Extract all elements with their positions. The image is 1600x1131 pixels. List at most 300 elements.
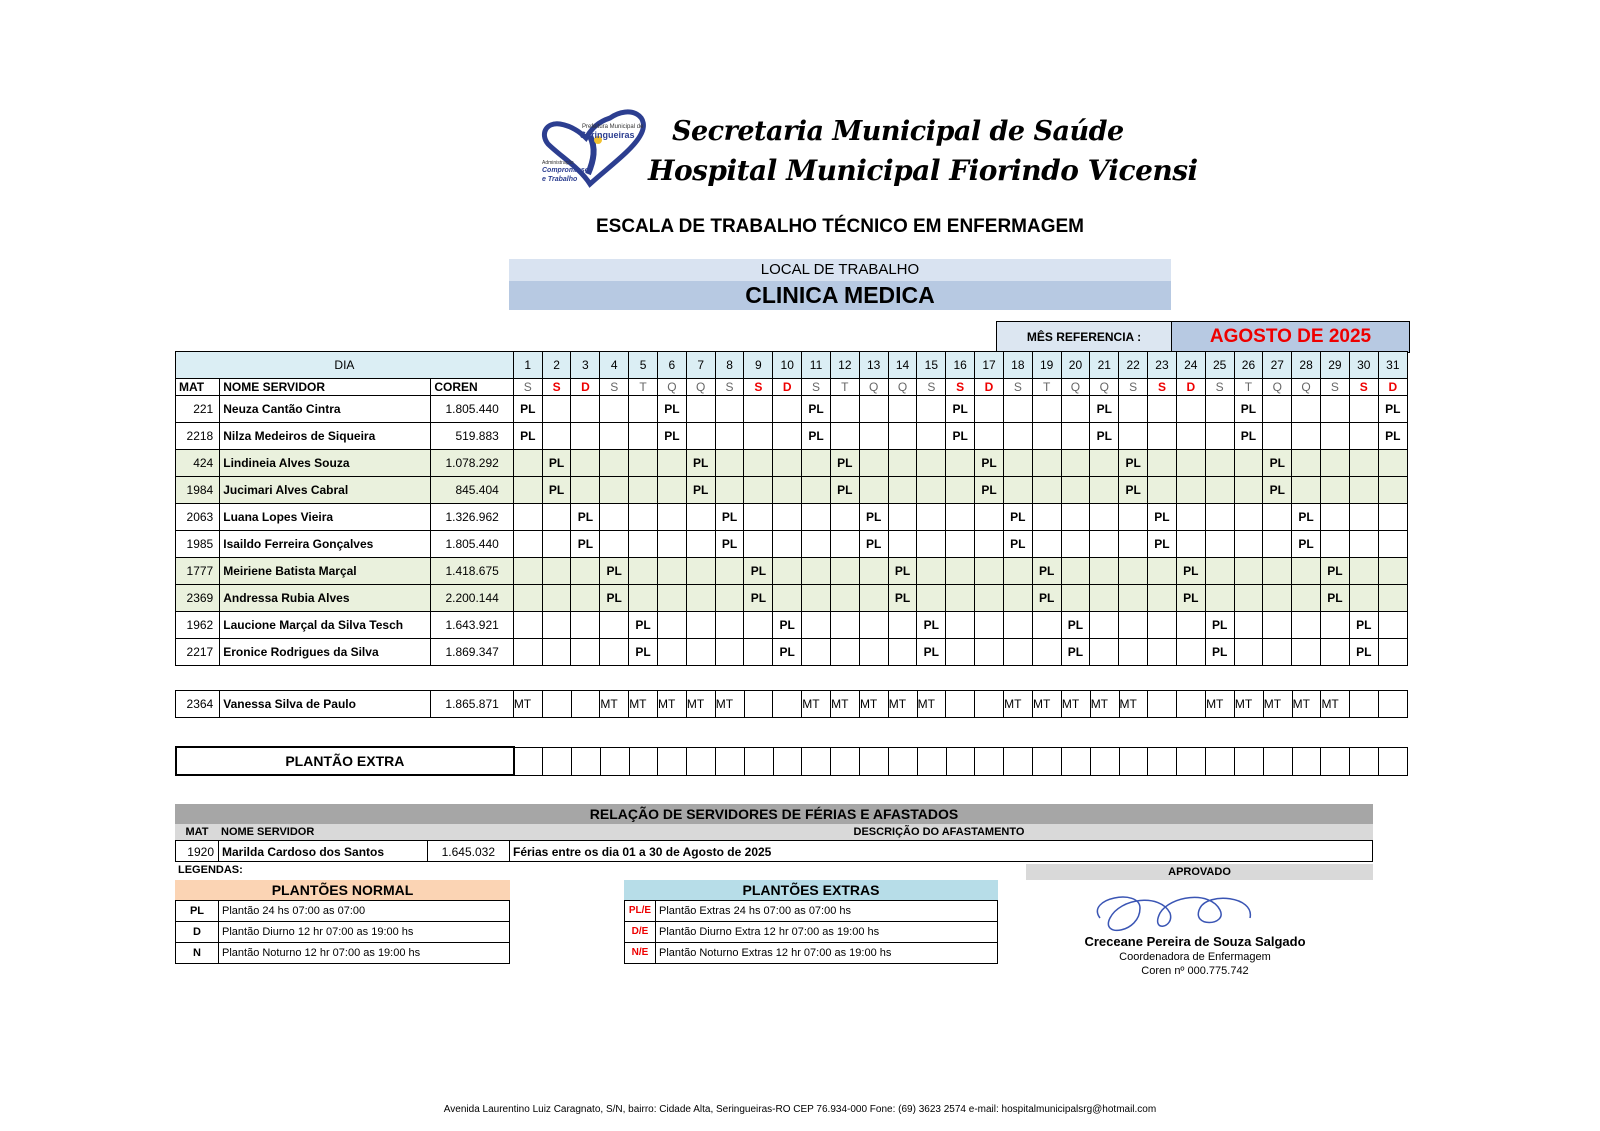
mes-referencia-value: AGOSTO DE 2025 xyxy=(1172,322,1409,352)
shift-cell xyxy=(1119,531,1148,558)
shift-cell: PL xyxy=(859,504,888,531)
shift-cell xyxy=(1090,558,1119,585)
shift-cell: PL xyxy=(1032,585,1061,612)
shift-cell: PL xyxy=(542,477,571,504)
employee-name: Jucimari Alves Cabral xyxy=(220,477,431,504)
shift-cell xyxy=(686,396,715,423)
shift-cell: PL xyxy=(542,450,571,477)
shift-cell xyxy=(1263,639,1292,666)
shift-cell: PL xyxy=(1003,504,1032,531)
shift-cell xyxy=(859,558,888,585)
shift-cell xyxy=(1119,423,1148,450)
employee-mat: 2217 xyxy=(176,639,220,666)
employee-mat: 1984 xyxy=(176,477,220,504)
shift-cell xyxy=(1032,639,1061,666)
shift-cell xyxy=(657,477,686,504)
shift-cell xyxy=(1349,450,1378,477)
shift-cell: PL xyxy=(802,396,831,423)
shift-cell xyxy=(1176,612,1205,639)
shift-cell: PL xyxy=(1148,531,1177,558)
shift-cell xyxy=(917,558,946,585)
shift-cell xyxy=(1378,585,1407,612)
shift-cell: PL xyxy=(744,558,773,585)
extra-shift-cell xyxy=(571,747,600,775)
shift-cell xyxy=(917,504,946,531)
shift-cell xyxy=(744,691,773,718)
shift-cell xyxy=(1176,450,1205,477)
extra-shift-cell xyxy=(514,747,543,775)
weekday-letter: Q xyxy=(859,379,888,396)
mt-schedule-table xyxy=(175,690,1408,718)
shift-cell xyxy=(542,531,571,558)
shift-cell xyxy=(744,423,773,450)
shift-cell xyxy=(1148,396,1177,423)
shift-cell xyxy=(629,396,658,423)
shift-cell xyxy=(1349,531,1378,558)
shift-cell xyxy=(686,639,715,666)
shift-cell xyxy=(1148,423,1177,450)
weekday-letter: S xyxy=(542,379,571,396)
shift-cell xyxy=(1205,450,1234,477)
weekday-letter: S xyxy=(744,379,773,396)
logo-text-compromisso: Compromisso xyxy=(542,167,590,174)
extra-shift-cell xyxy=(802,747,831,775)
shift-cell xyxy=(744,639,773,666)
shift-cell xyxy=(542,504,571,531)
shift-cell xyxy=(1205,504,1234,531)
shift-cell xyxy=(1148,477,1177,504)
extra-shift-cell xyxy=(1350,747,1379,775)
shift-cell: PL xyxy=(917,639,946,666)
shift-cell xyxy=(686,558,715,585)
shift-cell xyxy=(715,423,744,450)
shift-cell xyxy=(1032,612,1061,639)
shift-cell xyxy=(1350,691,1379,718)
day-number: 16 xyxy=(946,352,975,379)
shift-cell xyxy=(657,639,686,666)
shift-cell: PL xyxy=(1090,396,1119,423)
shift-cell: PL xyxy=(773,612,802,639)
shift-cell xyxy=(1263,504,1292,531)
shift-cell xyxy=(1003,450,1032,477)
employee-coren: 1.869.347 xyxy=(431,639,513,666)
extra-shift-cell xyxy=(975,747,1004,775)
legend-plantoes-normal xyxy=(175,880,510,964)
shift-cell xyxy=(1148,450,1177,477)
shift-cell xyxy=(571,558,600,585)
shift-cell xyxy=(571,477,600,504)
shift-cell xyxy=(1148,558,1177,585)
mes-referencia-label: MÊS REFERENCIA : xyxy=(997,322,1172,352)
shift-cell xyxy=(686,423,715,450)
shift-cell xyxy=(773,450,802,477)
extra-shift-cell xyxy=(1292,747,1321,775)
extra-shift-cell xyxy=(1004,747,1033,775)
shift-cell: MT xyxy=(658,691,687,718)
shift-cell xyxy=(600,450,629,477)
weekday-letter: S xyxy=(917,379,946,396)
shift-cell: PL xyxy=(1119,477,1148,504)
shift-cell xyxy=(1321,423,1350,450)
weekday-letter: T xyxy=(1234,379,1263,396)
legend-code: N xyxy=(176,943,219,963)
shift-cell xyxy=(571,585,600,612)
shift-cell xyxy=(1032,396,1061,423)
shift-cell xyxy=(888,531,917,558)
weekday-letter: S xyxy=(513,379,542,396)
legend-code: PL/E xyxy=(625,901,656,921)
shift-cell xyxy=(1205,531,1234,558)
shift-cell xyxy=(1119,639,1148,666)
shift-cell xyxy=(1205,585,1234,612)
extra-shift-cell xyxy=(1263,747,1292,775)
shift-cell xyxy=(802,558,831,585)
day-number: 30 xyxy=(1349,352,1378,379)
shift-cell xyxy=(1263,396,1292,423)
shift-cell xyxy=(1061,531,1090,558)
shift-cell xyxy=(830,504,859,531)
shift-cell xyxy=(1263,423,1292,450)
shift-cell xyxy=(657,531,686,558)
employee-coren: 1.865.871 xyxy=(431,691,513,718)
shift-cell xyxy=(1003,558,1032,585)
shift-cell xyxy=(1061,450,1090,477)
shift-cell: MT xyxy=(917,691,946,718)
shift-cell xyxy=(1003,423,1032,450)
shift-cell: PL xyxy=(1003,531,1032,558)
extra-shift-cell xyxy=(744,747,773,775)
shift-cell xyxy=(917,423,946,450)
shift-cell xyxy=(830,585,859,612)
shift-cell xyxy=(773,691,802,718)
shift-cell xyxy=(946,585,975,612)
plantao-extra-label: PLANTÃO EXTRA xyxy=(176,747,514,775)
shift-cell xyxy=(1061,504,1090,531)
extra-shift-cell xyxy=(1061,747,1090,775)
shift-cell xyxy=(629,477,658,504)
weekday-letter: S xyxy=(715,379,744,396)
shift-cell xyxy=(629,558,658,585)
shift-cell xyxy=(1321,612,1350,639)
shift-cell xyxy=(1176,477,1205,504)
shift-cell xyxy=(715,639,744,666)
shift-cell xyxy=(830,612,859,639)
day-number: 13 xyxy=(859,352,888,379)
shift-cell: PL xyxy=(1349,639,1378,666)
shift-cell: PL xyxy=(1234,396,1263,423)
shift-cell xyxy=(1234,450,1263,477)
employee-name: Neuza Cantão Cintra xyxy=(220,396,431,423)
shift-cell: PL xyxy=(629,639,658,666)
shift-cell: PL xyxy=(686,477,715,504)
shift-cell xyxy=(946,691,975,718)
shift-cell xyxy=(571,396,600,423)
ferias-mat: 1920 xyxy=(175,840,218,862)
employee-coren: 1.643.921 xyxy=(431,612,513,639)
shift-cell xyxy=(802,450,831,477)
shift-cell: PL xyxy=(571,504,600,531)
day-number: 6 xyxy=(657,352,686,379)
weekday-letter: S xyxy=(802,379,831,396)
employee-row xyxy=(176,396,1408,423)
extra-shift-cell xyxy=(860,747,889,775)
weekday-letter: S xyxy=(1003,379,1032,396)
employee-coren: 845.404 xyxy=(431,477,513,504)
extra-shift-cell xyxy=(917,747,946,775)
shift-cell xyxy=(773,558,802,585)
shift-cell xyxy=(1176,531,1205,558)
employee-mat: 221 xyxy=(176,396,220,423)
employee-mat: 2218 xyxy=(176,423,220,450)
shift-cell xyxy=(1205,423,1234,450)
shift-cell xyxy=(802,504,831,531)
day-number: 1 xyxy=(513,352,542,379)
employee-row xyxy=(176,450,1408,477)
employee-coren: 1.078.292 xyxy=(431,450,513,477)
shift-cell xyxy=(1148,585,1177,612)
shift-cell xyxy=(600,612,629,639)
day-number: 7 xyxy=(686,352,715,379)
shift-cell xyxy=(773,477,802,504)
employee-row xyxy=(176,639,1408,666)
dia-label: DIA xyxy=(176,352,514,379)
shift-cell xyxy=(859,612,888,639)
weekday-letter: Q xyxy=(888,379,917,396)
shift-cell xyxy=(802,612,831,639)
shift-cell xyxy=(1321,477,1350,504)
shift-cell xyxy=(975,639,1004,666)
shift-cell xyxy=(773,396,802,423)
shift-cell xyxy=(1378,612,1407,639)
shift-cell xyxy=(1176,396,1205,423)
shift-cell xyxy=(802,477,831,504)
shift-cell: PL xyxy=(600,585,629,612)
shift-cell xyxy=(830,423,859,450)
day-number-row xyxy=(176,352,1408,379)
shift-cell xyxy=(1234,531,1263,558)
extra-shift-cell xyxy=(543,747,572,775)
extra-shift-cell xyxy=(1234,747,1263,775)
legend-desc: Plantão Extras 24 hs 07:00 as 07:00 hs xyxy=(659,905,852,917)
extra-shift-cell xyxy=(1090,747,1119,775)
day-number: 24 xyxy=(1176,352,1205,379)
shift-cell: PL xyxy=(802,423,831,450)
shift-cell xyxy=(1234,558,1263,585)
legend-code: D xyxy=(176,922,219,942)
shift-cell xyxy=(542,558,571,585)
shift-cell xyxy=(1119,558,1148,585)
shift-cell xyxy=(600,396,629,423)
shift-cell: MT xyxy=(802,691,831,718)
shift-cell xyxy=(715,450,744,477)
shift-cell xyxy=(888,396,917,423)
shift-cell xyxy=(1234,612,1263,639)
extra-shift-cell xyxy=(687,747,716,775)
shift-cell xyxy=(1119,612,1148,639)
employee-row xyxy=(176,558,1408,585)
shift-cell: PL xyxy=(1061,639,1090,666)
shift-cell xyxy=(859,396,888,423)
shift-cell xyxy=(1176,423,1205,450)
day-number: 4 xyxy=(600,352,629,379)
shift-cell: PL xyxy=(859,531,888,558)
shift-cell xyxy=(1003,585,1032,612)
shift-cell: PL xyxy=(571,531,600,558)
shift-cell: PL xyxy=(657,423,686,450)
shift-cell: MT xyxy=(1061,691,1090,718)
shift-cell: MT xyxy=(1033,691,1062,718)
employee-row xyxy=(176,531,1408,558)
shift-cell xyxy=(513,558,542,585)
shift-cell xyxy=(1061,558,1090,585)
shift-cell xyxy=(1032,450,1061,477)
shift-cell xyxy=(513,477,542,504)
legend-desc: Plantão Noturno 12 hr 07:00 as 19:00 hs xyxy=(222,947,421,959)
shift-cell xyxy=(1378,477,1407,504)
extra-shift-cell xyxy=(1379,747,1408,775)
weekday-letter: Q xyxy=(1263,379,1292,396)
weekday-letter: T xyxy=(830,379,859,396)
employee-coren: 1.805.440 xyxy=(431,531,513,558)
employee-mat: 1985 xyxy=(176,531,220,558)
shift-cell xyxy=(802,531,831,558)
day-number: 8 xyxy=(715,352,744,379)
shift-cell xyxy=(1177,691,1206,718)
extra-shift-cell xyxy=(629,747,658,775)
shift-cell xyxy=(657,504,686,531)
col-mat-header: MAT xyxy=(176,379,220,396)
shift-cell: PL xyxy=(946,423,975,450)
shift-cell xyxy=(715,396,744,423)
shift-cell xyxy=(1263,585,1292,612)
employee-name: Andressa Rubia Alves xyxy=(220,585,431,612)
weekday-letter: T xyxy=(629,379,658,396)
shift-cell xyxy=(1176,504,1205,531)
shift-cell xyxy=(513,585,542,612)
extra-shift-cell xyxy=(1206,747,1235,775)
shift-cell: PL xyxy=(1148,504,1177,531)
shift-cell xyxy=(744,396,773,423)
shift-cell xyxy=(1379,691,1408,718)
shift-cell xyxy=(802,639,831,666)
shift-cell xyxy=(859,423,888,450)
shift-cell xyxy=(1349,504,1378,531)
shift-cell xyxy=(773,423,802,450)
employee-name: Meiriene Batista Marçal xyxy=(220,558,431,585)
day-number: 11 xyxy=(802,352,831,379)
shift-cell xyxy=(1234,504,1263,531)
shift-cell xyxy=(917,396,946,423)
shift-cell xyxy=(600,477,629,504)
shift-cell xyxy=(657,558,686,585)
shift-cell xyxy=(715,585,744,612)
logo-text-prefeitura: Prefeitura Municipal de xyxy=(582,124,644,130)
shift-cell xyxy=(1349,558,1378,585)
shift-cell xyxy=(1148,691,1177,718)
employee-name: Isaildo Ferreira Gonçalves xyxy=(220,531,431,558)
shift-cell: PL xyxy=(1205,612,1234,639)
shift-cell: PL xyxy=(715,531,744,558)
weekday-letter: S xyxy=(1205,379,1234,396)
shift-cell xyxy=(1349,585,1378,612)
shift-cell xyxy=(859,450,888,477)
shift-cell xyxy=(1003,612,1032,639)
shift-cell xyxy=(571,639,600,666)
shift-cell xyxy=(773,531,802,558)
local-trabalho-value: CLINICA MEDICA xyxy=(509,281,1171,310)
shift-cell xyxy=(600,531,629,558)
footer-address: Avenida Laurentino Luiz Caragnato, S/N, bairro: Cidade Alta, Seringueiras-RO CEP 76.934-000 Fone: (69) 3623 2574 e-mail: hospitalmunicipalsrg@hotmail.com xyxy=(443,1104,1157,1115)
shift-cell xyxy=(946,612,975,639)
employee-mat: 2063 xyxy=(176,504,220,531)
shift-cell xyxy=(1378,558,1407,585)
shift-cell xyxy=(1321,504,1350,531)
shift-cell xyxy=(975,396,1004,423)
shift-cell xyxy=(629,585,658,612)
shift-cell xyxy=(859,477,888,504)
shift-cell xyxy=(686,504,715,531)
shift-cell: PL xyxy=(1176,585,1205,612)
shift-cell xyxy=(629,504,658,531)
shift-cell: MT xyxy=(1119,691,1148,718)
shift-cell: MT xyxy=(1090,691,1119,718)
shift-cell xyxy=(629,531,658,558)
weekday-letter: S xyxy=(946,379,975,396)
employee-row xyxy=(176,612,1408,639)
shift-cell xyxy=(1378,450,1407,477)
shift-cell: PL xyxy=(888,558,917,585)
shift-cell xyxy=(975,612,1004,639)
shift-cell: MT xyxy=(1263,691,1292,718)
shift-cell xyxy=(1148,639,1177,666)
shift-cell xyxy=(1349,477,1378,504)
shift-cell xyxy=(542,612,571,639)
extra-shift-cell xyxy=(715,747,744,775)
shift-cell xyxy=(744,477,773,504)
shift-cell xyxy=(975,504,1004,531)
shift-cell xyxy=(830,639,859,666)
shift-cell xyxy=(975,423,1004,450)
day-number: 18 xyxy=(1003,352,1032,379)
weekday-letter: S xyxy=(600,379,629,396)
shift-cell xyxy=(1234,639,1263,666)
ferias-header-row xyxy=(175,824,1373,840)
extra-shift-cell xyxy=(888,747,917,775)
shift-cell: PL xyxy=(1176,558,1205,585)
shift-cell xyxy=(542,585,571,612)
legend-item xyxy=(175,900,510,922)
shift-cell xyxy=(946,531,975,558)
shift-cell xyxy=(1321,396,1350,423)
shift-cell: PL xyxy=(975,450,1004,477)
employee-name: Lindineia Alves Souza xyxy=(220,450,431,477)
shift-cell xyxy=(1205,477,1234,504)
ferias-section xyxy=(175,804,1373,862)
shift-cell xyxy=(1292,450,1321,477)
shift-cell xyxy=(1032,504,1061,531)
shift-cell: PL xyxy=(830,477,859,504)
legend-code: N/E xyxy=(625,943,656,963)
legend-item xyxy=(175,922,510,943)
shift-cell xyxy=(1032,477,1061,504)
extra-shift-cell xyxy=(600,747,629,775)
day-number: 21 xyxy=(1090,352,1119,379)
shift-cell xyxy=(1263,531,1292,558)
shift-cell xyxy=(1349,423,1378,450)
shift-cell xyxy=(1292,612,1321,639)
signature-name: Creceane Pereira de Souza Salgado xyxy=(1084,934,1306,949)
shift-cell: PL xyxy=(1205,639,1234,666)
